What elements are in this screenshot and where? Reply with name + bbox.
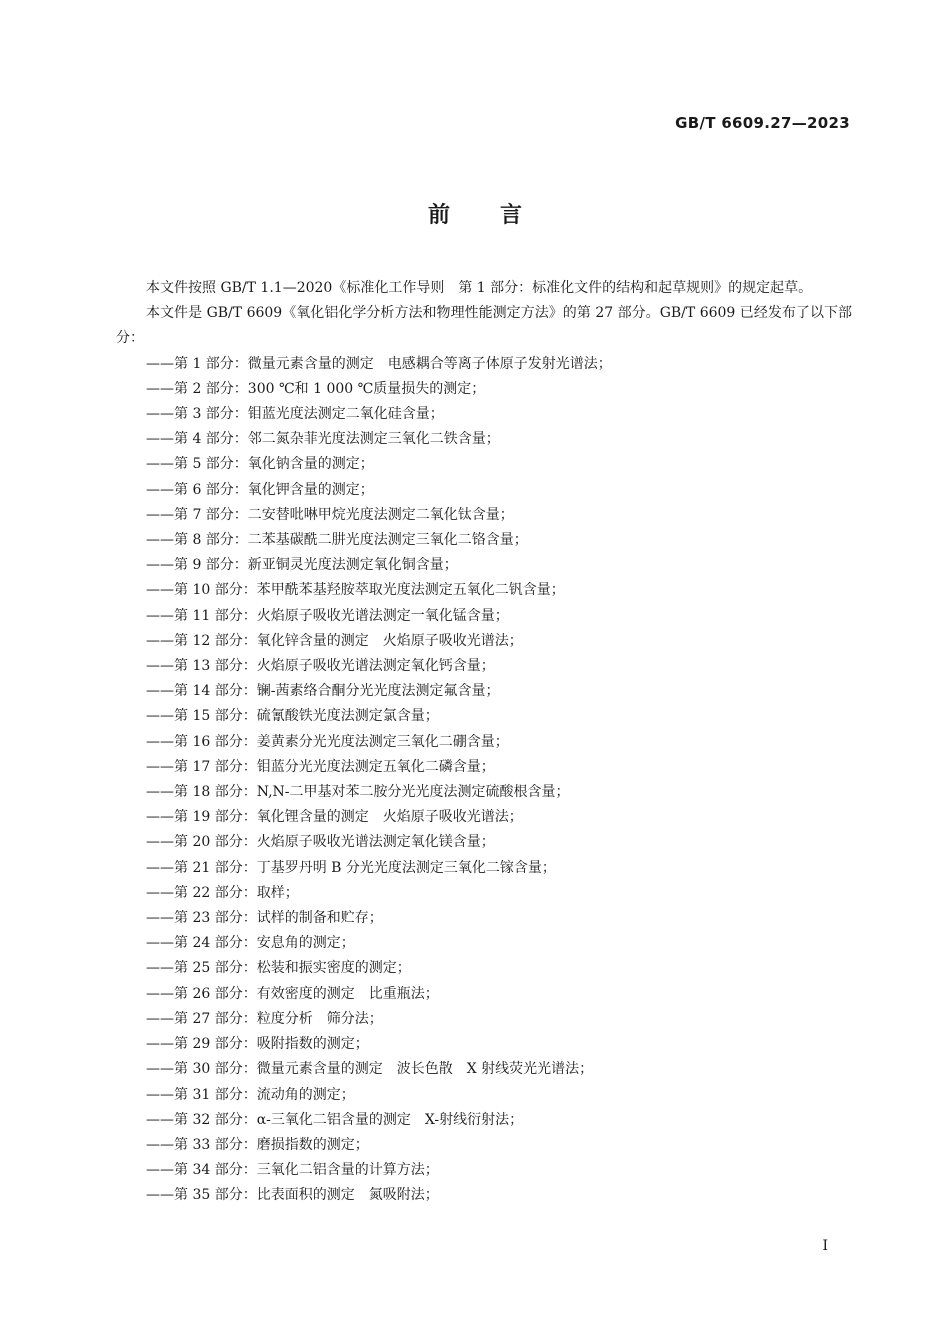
section-title: 前言 [427,203,572,228]
page-number: I [822,1238,828,1254]
foreword-body [116,276,852,1209]
part-list-item: ——第 8 部分：二苯基碳酰二肼光度法测定三氧化二铬含量； [146,532,528,549]
part-list-item: ——第 18 部分：N,N-二甲基对苯二胺分光光度法测定硫酸根含量； [146,784,570,801]
part-list-item: ——第 22 部分：取样； [146,884,299,901]
part-list-item: ——第 23 部分：试样的制备和贮存； [146,910,383,927]
part-list-item: ——第 6 部分：氧化钾含量的测定； [146,481,374,498]
part-list-item: ——第 13 部分：火焰原子吸收光谱法测定氧化钙含量； [146,658,495,675]
part-list-item: ——第 24 部分：安息角的测定； [146,935,355,952]
part-list-item: ——第 35 部分：比表面积的测定 氮吸附法； [146,1187,439,1204]
part-list-item: ——第 7 部分：二安替吡啉甲烷光度法测定二氧化钛含量； [146,506,514,523]
part-list-item: ——第 26 部分：有效密度的测定 比重瓶法； [146,985,439,1002]
part-list-item: ——第 3 部分：钼蓝光度法测定二氧化硅含量； [146,406,444,423]
part-list-item: ——第 14 部分：镧-茜素络合酮分光光度法测定氟含量； [146,683,500,700]
part-list-item: ——第 12 部分：氧化锌含量的测定 火焰原子吸收光谱法； [146,632,523,649]
paragraph-standard-series: 本文件是 GB/T 6609《氧化铝化学分析方法和物理性能测定方法》的第 27 部分。GB/T 6609 已经发布了以下部分： [116,305,852,347]
part-list-item: ——第 25 部分：松装和振实密度的测定； [146,960,411,977]
part-list-item: ——第 1 部分：微量元素含量的测定 电感耦合等离子体原子发射光谱法； [146,355,612,372]
part-list-item: ——第 30 部分：微量元素含量的测定 波长色散 X 射线荧光光谱法； [146,1061,594,1078]
part-list-item: ——第 2 部分：300 ℃和 1 000 ℃质量损失的测定； [146,380,486,397]
part-list-item: ——第 19 部分：氧化锂含量的测定 火焰原子吸收光谱法； [146,809,523,826]
part-list-item: ——第 34 部分：三氧化二铝含量的计算方法； [146,1162,439,1179]
part-list-item: ——第 32 部分：α-三氧化二铝含量的测定 X-射线衍射法； [146,1111,524,1128]
part-list-item: ——第 10 部分：苯甲酰苯基羟胺萃取光度法测定五氧化二钒含量； [146,582,565,599]
part-list-item: ——第 9 部分：新亚铜灵光度法测定氧化铜含量； [146,557,458,574]
part-list-item: ——第 17 部分：钼蓝分光光度法测定五氧化二磷含量； [146,758,495,775]
parts-list [116,352,852,1209]
part-list-item: ——第 29 部分：吸附指数的测定； [146,1036,369,1053]
part-list-item: ——第 27 部分：粒度分析 筛分法； [146,1010,383,1027]
part-list-item: ——第 11 部分：火焰原子吸收光谱法测定一氧化锰含量； [146,607,509,624]
part-list-item: ——第 21 部分：丁基罗丹明 B 分光光度法测定三氧化二镓含量； [146,859,556,876]
document-number: GB/T 6609.27—2023 [675,114,850,132]
part-list-item: ——第 33 部分：磨损指数的测定； [146,1136,369,1153]
part-list-item: ——第 20 部分：火焰原子吸收光谱法测定氧化镁含量； [146,834,495,851]
part-list-item: ——第 15 部分：硫氰酸铁光度法测定氯含量； [146,708,439,725]
part-list-item: ——第 5 部分：氧化钠含量的测定； [146,456,374,473]
paragraph-drafting-rules: 本文件按照 GB/T 1.1—2020《标准化工作导则 第 1 部分：标准化文件的结构和起草规则》的规定起草。 [146,280,813,296]
part-list-item: ——第 31 部分：流动角的测定； [146,1086,355,1103]
part-list-item: ——第 4 部分：邻二氮杂菲光度法测定三氧化二铁含量； [146,431,500,448]
part-list-item: ——第 16 部分：姜黄素分光光度法测定三氧化二硼含量； [146,733,509,750]
